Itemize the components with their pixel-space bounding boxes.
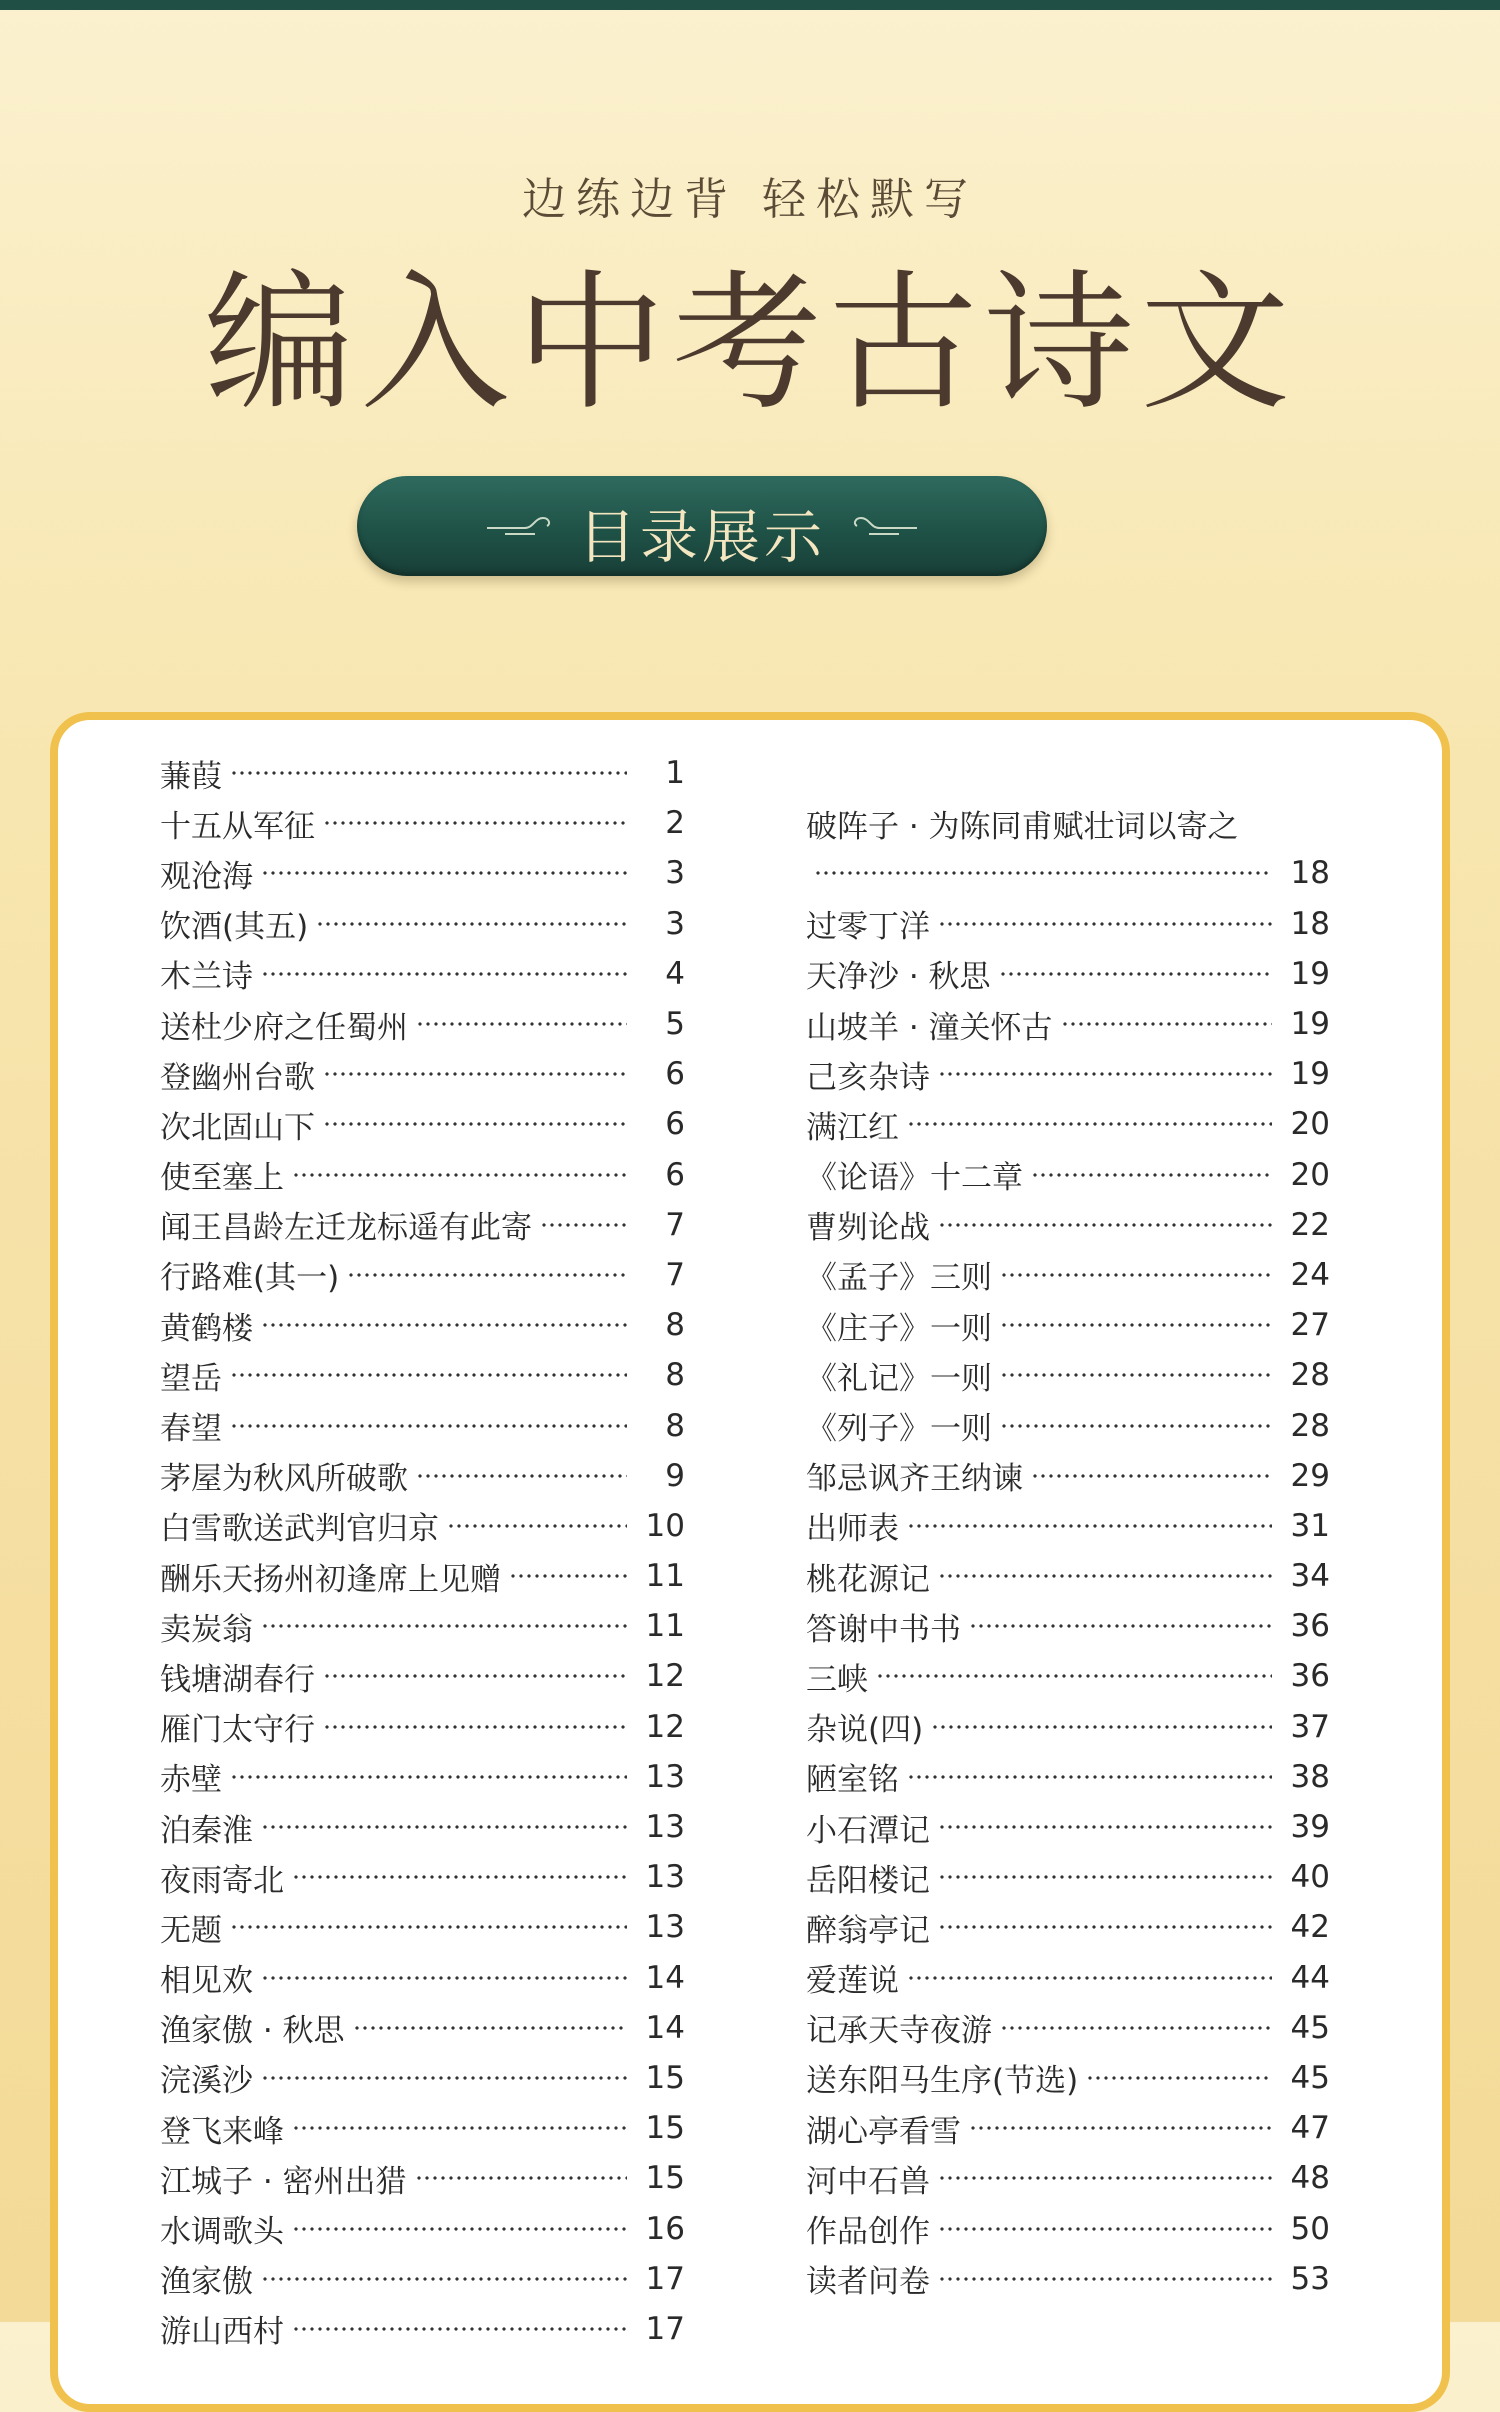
toc-entry[interactable] bbox=[160, 1702, 685, 1752]
toc-entry-page: 31 bbox=[1290, 1507, 1330, 1544]
toc-entry-title: 山坡羊 · 潼关怀古 bbox=[806, 1009, 1053, 1046]
toc-entry-title: 黄鹤楼 bbox=[160, 1310, 253, 1347]
toc-entry[interactable] bbox=[160, 1300, 685, 1350]
toc-entry-title: 《庄子》一则 bbox=[806, 1310, 992, 1347]
toc-entry[interactable] bbox=[160, 1953, 685, 2003]
top-accent-bar bbox=[0, 0, 1500, 10]
toc-entry-page: 14 bbox=[645, 2009, 685, 2046]
toc-entry-title: 《论语》十二章 bbox=[806, 1160, 1023, 1197]
toc-entry-page: 36 bbox=[1290, 1658, 1330, 1695]
toc-entry-title: 江城子 · 密州出猎 bbox=[160, 2163, 407, 2200]
toc-entry-page: 48 bbox=[1290, 2160, 1330, 2197]
leader-dots bbox=[353, 2026, 627, 2030]
toc-entry[interactable] bbox=[806, 1752, 1330, 1802]
leader-dots bbox=[292, 2327, 627, 2331]
toc-entry-page: 36 bbox=[1290, 1608, 1330, 1645]
toc-entry-page: 45 bbox=[1290, 2009, 1330, 2046]
toc-entry-page: 13 bbox=[645, 1859, 685, 1896]
toc-entry-page: 12 bbox=[645, 1708, 685, 1745]
toc-entry[interactable] bbox=[160, 949, 685, 999]
toc-entry-title: 次北固山下 bbox=[160, 1109, 315, 1146]
toc-entry[interactable] bbox=[160, 2304, 685, 2354]
toc-entry-page: 53 bbox=[1290, 2260, 1330, 2297]
banner-label: 目录展示 bbox=[577, 503, 826, 571]
toc-entry[interactable] bbox=[160, 1852, 685, 1902]
toc-entry-page: 11 bbox=[645, 1608, 685, 1645]
toc-entry-page: 13 bbox=[645, 1809, 685, 1846]
leader-dots bbox=[814, 871, 1272, 875]
toc-entry[interactable] bbox=[160, 2254, 685, 2304]
leader-dots bbox=[938, 2176, 1272, 2180]
leader-dots bbox=[347, 1273, 627, 1277]
leader-dots bbox=[230, 1424, 627, 1428]
toc-entry-title: 记承天寺夜游 bbox=[806, 2013, 992, 2050]
toc-entry-page: 19 bbox=[1290, 1006, 1330, 1043]
toc-entry-page: 19 bbox=[1290, 955, 1330, 992]
toc-entry[interactable] bbox=[160, 899, 685, 949]
leader-dots bbox=[447, 1524, 627, 1528]
leader-dots bbox=[323, 1674, 627, 1678]
toc-entry-page: 27 bbox=[1290, 1307, 1330, 1344]
toc-entry[interactable] bbox=[806, 2053, 1330, 2103]
toc-entry[interactable] bbox=[160, 1451, 685, 1501]
leader-dots bbox=[907, 1122, 1272, 1126]
toc-entry-title: 饮酒(其五) bbox=[160, 909, 309, 946]
leader-dots bbox=[938, 2227, 1272, 2231]
toc-entry[interactable] bbox=[160, 748, 685, 798]
leader-dots bbox=[292, 1875, 627, 1879]
toc-entry-page: 18 bbox=[1290, 855, 1330, 892]
toc-entry-page: 13 bbox=[645, 1758, 685, 1795]
toc-entry-title: 湖心亭看雪 bbox=[806, 2113, 961, 2150]
leader-dots bbox=[938, 1574, 1272, 1578]
toc-entry[interactable] bbox=[160, 1200, 685, 1250]
toc-entry-page: 10 bbox=[645, 1507, 685, 1544]
toc-entry-page: 29 bbox=[1290, 1457, 1330, 1494]
toc-entry-page: 6 bbox=[665, 1156, 685, 1193]
toc-entry-title: 无题 bbox=[160, 1912, 222, 1949]
leader-dots bbox=[292, 1173, 627, 1177]
toc-entry-page: 7 bbox=[665, 1206, 685, 1243]
right-scroll-ornament-icon bbox=[849, 506, 919, 546]
leader-dots bbox=[1000, 1424, 1272, 1428]
toc-entry-page: 44 bbox=[1290, 1959, 1330, 1996]
leader-dots bbox=[938, 1223, 1272, 1227]
leader-dots bbox=[1061, 1022, 1272, 1026]
toc-entry-title: 河中石兽 bbox=[806, 2163, 930, 2200]
toc-entry[interactable] bbox=[806, 1200, 1330, 1250]
toc-entry-page: 18 bbox=[1290, 905, 1330, 942]
toc-entry-title: 出师表 bbox=[806, 1511, 899, 1548]
toc-entry-page: 8 bbox=[665, 1307, 685, 1344]
toc-entry[interactable] bbox=[806, 848, 1330, 898]
leader-dots bbox=[938, 1825, 1272, 1829]
toc-entry-page: 47 bbox=[1290, 2110, 1330, 2147]
toc-entry[interactable] bbox=[160, 1250, 685, 1300]
toc-entry-title: 登幽州台歌 bbox=[160, 1059, 315, 1096]
toc-entry-title: 夜雨寄北 bbox=[160, 1862, 284, 1899]
toc-entry-page: 42 bbox=[1290, 1909, 1330, 1946]
toc-banner bbox=[357, 476, 1047, 576]
toc-entry-title: 酬乐天扬州初逢席上见赠 bbox=[160, 1561, 501, 1598]
toc-entry-title: 破阵子 · 为陈同甫赋壮词以寄之 bbox=[806, 808, 1239, 845]
toc-entry-title: 小石潭记 bbox=[806, 1812, 930, 1849]
toc-entry[interactable] bbox=[806, 1601, 1330, 1651]
leader-dots bbox=[323, 1072, 627, 1076]
toc-entry-page: 19 bbox=[1290, 1056, 1330, 1093]
leader-dots bbox=[938, 1925, 1272, 1929]
toc-entry-wrapped-title[interactable] bbox=[806, 798, 1330, 848]
toc-entry-title: 《列子》一则 bbox=[806, 1411, 992, 1448]
toc-entry[interactable] bbox=[806, 2153, 1330, 2203]
toc-entry[interactable] bbox=[806, 999, 1330, 1049]
leader-dots bbox=[323, 1122, 627, 1126]
page-title: 编入中考古诗文 bbox=[203, 257, 1296, 431]
toc-entry-title: 杂说(四) bbox=[806, 1712, 924, 1749]
leader-dots bbox=[969, 2126, 1272, 2130]
subtitle: 边练边背 轻松默写 bbox=[522, 174, 978, 225]
toc-entry[interactable] bbox=[806, 1099, 1330, 1149]
toc-entry-title: 读者问卷 bbox=[806, 2264, 930, 2301]
toc-entry-title: 送杜少府之任蜀州 bbox=[160, 1009, 408, 1046]
leader-dots bbox=[261, 1825, 627, 1829]
toc-entry-title: 作品创作 bbox=[806, 2214, 930, 2251]
toc-entry[interactable] bbox=[806, 2103, 1330, 2153]
toc-entry-title: 闻王昌龄左迁龙标遥有此寄 bbox=[160, 1210, 532, 1247]
toc-entry-title: 茅屋为秋风所破歌 bbox=[160, 1461, 408, 1498]
toc-entry-title: 《孟子》三则 bbox=[806, 1260, 992, 1297]
toc-entry-title: 邹忌讽齐王纳谏 bbox=[806, 1461, 1023, 1498]
toc-entry[interactable] bbox=[160, 2053, 685, 2103]
toc-entry-title: 渔家傲 bbox=[160, 2264, 253, 2301]
leader-dots bbox=[261, 1624, 627, 1628]
toc-entry-page: 8 bbox=[665, 1407, 685, 1444]
toc-entry-title: 岳阳楼记 bbox=[806, 1862, 930, 1899]
toc-entry-page: 24 bbox=[1290, 1256, 1330, 1293]
toc-entry[interactable] bbox=[806, 899, 1330, 949]
leader-dots bbox=[261, 1976, 627, 1980]
leader-dots bbox=[1000, 2026, 1272, 2030]
toc-entry-page: 1 bbox=[665, 755, 685, 792]
toc-entry-title: 《礼记》一则 bbox=[806, 1360, 992, 1397]
toc-entry[interactable] bbox=[806, 1551, 1330, 1601]
toc-entry[interactable] bbox=[806, 949, 1330, 999]
leader-dots bbox=[907, 1775, 1272, 1779]
toc-entry[interactable] bbox=[160, 1099, 685, 1149]
leader-dots bbox=[292, 2227, 627, 2231]
leader-dots bbox=[323, 821, 627, 825]
toc-entry[interactable] bbox=[160, 1601, 685, 1651]
toc-entry-title: 己亥杂诗 bbox=[806, 1059, 930, 1096]
toc-entry-page: 15 bbox=[645, 2110, 685, 2147]
toc-entry-title: 春望 bbox=[160, 1411, 222, 1448]
leader-dots bbox=[261, 2277, 627, 2281]
toc-entry[interactable] bbox=[160, 1651, 685, 1701]
toc-entry[interactable] bbox=[160, 848, 685, 898]
toc-entry[interactable] bbox=[160, 1150, 685, 1200]
toc-entry-page: 38 bbox=[1290, 1758, 1330, 1795]
leader-dots bbox=[938, 922, 1272, 926]
toc-entry[interactable] bbox=[160, 2103, 685, 2153]
toc-entry-page: 15 bbox=[645, 2059, 685, 2096]
leader-dots bbox=[938, 1072, 1272, 1076]
leader-dots bbox=[540, 1223, 627, 1227]
toc-entry-title: 过零丁洋 bbox=[806, 909, 930, 946]
toc-entry-title: 桃花源记 bbox=[806, 1561, 930, 1598]
leader-dots bbox=[1086, 2076, 1272, 2080]
toc-entry[interactable] bbox=[160, 1752, 685, 1802]
toc-left-column bbox=[160, 748, 685, 2354]
toc-entry[interactable] bbox=[160, 1551, 685, 1601]
leader-dots bbox=[261, 2076, 627, 2080]
toc-entry-title: 钱塘湖春行 bbox=[160, 1661, 315, 1698]
leader-dots bbox=[416, 1474, 627, 1478]
toc-entry[interactable] bbox=[806, 2003, 1330, 2053]
toc-entry-page: 22 bbox=[1290, 1206, 1330, 1243]
toc-entry-title: 十五从军征 bbox=[160, 808, 315, 845]
toc-entry-page: 28 bbox=[1290, 1357, 1330, 1394]
leader-dots bbox=[1000, 1323, 1272, 1327]
toc-entry-page: 16 bbox=[645, 2210, 685, 2247]
leader-dots bbox=[509, 1574, 627, 1578]
toc-entry-page: 9 bbox=[665, 1457, 685, 1494]
toc-entry-title: 赤壁 bbox=[160, 1762, 222, 1799]
leader-dots bbox=[1031, 1474, 1272, 1478]
leader-dots bbox=[230, 1925, 627, 1929]
toc-entry-title: 水调歌头 bbox=[160, 2214, 284, 2251]
toc-entry-title: 天净沙 · 秋思 bbox=[806, 959, 991, 996]
toc-entry[interactable] bbox=[160, 1902, 685, 1952]
toc-entry-page: 11 bbox=[645, 1558, 685, 1595]
toc-entry[interactable] bbox=[806, 1300, 1330, 1350]
toc-entry[interactable] bbox=[160, 1501, 685, 1551]
toc-entry[interactable] bbox=[806, 1400, 1330, 1450]
toc-entry-page: 3 bbox=[665, 855, 685, 892]
toc-entry[interactable] bbox=[806, 1852, 1330, 1902]
toc-entry[interactable] bbox=[160, 2153, 685, 2203]
toc-entry-page: 28 bbox=[1290, 1407, 1330, 1444]
toc-entry[interactable] bbox=[806, 1250, 1330, 1300]
toc-entry-page: 12 bbox=[645, 1658, 685, 1695]
toc-entry-page: 6 bbox=[665, 1056, 685, 1093]
toc-entry-title: 蒹葭 bbox=[160, 758, 222, 795]
toc-entry[interactable] bbox=[806, 1953, 1330, 2003]
leader-dots bbox=[907, 1976, 1272, 1980]
toc-entry-title: 曹刿论战 bbox=[806, 1210, 930, 1247]
toc-entry[interactable] bbox=[160, 999, 685, 1049]
toc-entry-title: 泊秦淮 bbox=[160, 1812, 253, 1849]
toc-entry-title: 送东阳马生序(节选) bbox=[806, 2063, 1079, 2100]
leader-dots bbox=[292, 2126, 627, 2130]
toc-entry-page: 20 bbox=[1290, 1106, 1330, 1143]
toc-entry-title: 白雪歌送武判官归京 bbox=[160, 1511, 439, 1548]
toc-entry-title: 木兰诗 bbox=[160, 959, 253, 996]
toc-entry-page: 4 bbox=[665, 955, 685, 992]
leader-dots bbox=[415, 2176, 627, 2180]
toc-entry[interactable] bbox=[806, 2203, 1330, 2253]
toc-entry-page: 17 bbox=[645, 2260, 685, 2297]
toc-entry-page: 40 bbox=[1290, 1859, 1330, 1896]
toc-entry[interactable] bbox=[806, 1451, 1330, 1501]
leader-dots bbox=[938, 1875, 1272, 1879]
toc-entry-title: 行路难(其一) bbox=[160, 1260, 340, 1297]
leader-dots bbox=[1031, 1173, 1272, 1177]
leader-dots bbox=[969, 1624, 1272, 1628]
leader-dots bbox=[416, 1022, 627, 1026]
toc-entry-title: 相见欢 bbox=[160, 1963, 253, 2000]
toc-entry-page: 50 bbox=[1290, 2210, 1330, 2247]
toc-entry-page: 13 bbox=[645, 1909, 685, 1946]
toc-entry-title: 登飞来峰 bbox=[160, 2113, 284, 2150]
toc-entry-page: 2 bbox=[665, 805, 685, 842]
toc-entry-title: 三峡 bbox=[806, 1661, 868, 1698]
toc-entry-page: 15 bbox=[645, 2160, 685, 2197]
toc-entry-page: 34 bbox=[1290, 1558, 1330, 1595]
leader-dots bbox=[938, 2277, 1272, 2281]
toc-entry-page: 6 bbox=[665, 1106, 685, 1143]
toc-entry-title: 满江红 bbox=[806, 1109, 899, 1146]
toc-entry-page: 39 bbox=[1290, 1809, 1330, 1846]
toc-entry-title: 爱莲说 bbox=[806, 1963, 899, 2000]
toc-entry[interactable] bbox=[806, 1651, 1330, 1701]
leader-dots bbox=[261, 871, 627, 875]
toc-entry[interactable] bbox=[160, 1350, 685, 1400]
leader-dots bbox=[931, 1725, 1272, 1729]
toc-entry-title: 游山西村 bbox=[160, 2314, 284, 2351]
toc-entry-title: 陋室铭 bbox=[806, 1762, 899, 1799]
leader-dots bbox=[323, 1725, 627, 1729]
toc-entry[interactable] bbox=[806, 1049, 1330, 1099]
toc-entry[interactable] bbox=[806, 1802, 1330, 1852]
toc-entry[interactable] bbox=[806, 1702, 1330, 1752]
toc-entry-page: 20 bbox=[1290, 1156, 1330, 1193]
toc-entry-page: 8 bbox=[665, 1357, 685, 1394]
toc-entry[interactable] bbox=[806, 1902, 1330, 1952]
toc-entry-title: 观沧海 bbox=[160, 858, 253, 895]
leader-dots bbox=[230, 1373, 627, 1377]
leader-dots bbox=[999, 972, 1272, 976]
leader-dots bbox=[1000, 1273, 1272, 1277]
leader-dots bbox=[261, 972, 627, 976]
toc-entry-page: 7 bbox=[665, 1256, 685, 1293]
toc-entry-page: 3 bbox=[665, 905, 685, 942]
leader-dots bbox=[1000, 1373, 1272, 1377]
leader-dots bbox=[261, 1323, 627, 1327]
toc-entry-title: 渔家傲 · 秋思 bbox=[160, 2013, 345, 2050]
toc-entry-title: 浣溪沙 bbox=[160, 2063, 253, 2100]
toc-entry-page: 37 bbox=[1290, 1708, 1330, 1745]
leader-dots bbox=[230, 1775, 627, 1779]
toc-entry-page: 45 bbox=[1290, 2059, 1330, 2096]
toc-entry[interactable] bbox=[806, 1350, 1330, 1400]
toc-entry-title: 答谢中书书 bbox=[806, 1611, 961, 1648]
toc-entry[interactable] bbox=[806, 2254, 1330, 2304]
toc-entry-page: 5 bbox=[665, 1006, 685, 1043]
toc-entry[interactable] bbox=[806, 1501, 1330, 1551]
toc-right-column bbox=[806, 748, 1330, 2304]
toc-entry[interactable] bbox=[160, 798, 685, 848]
toc-entry[interactable] bbox=[160, 2003, 685, 2053]
toc-entry-title: 使至塞上 bbox=[160, 1160, 284, 1197]
leader-dots bbox=[230, 771, 627, 775]
leader-dots bbox=[876, 1674, 1272, 1678]
toc-entry[interactable] bbox=[806, 1150, 1330, 1200]
toc-entry[interactable] bbox=[160, 1049, 685, 1099]
toc-entry-page: 14 bbox=[645, 1959, 685, 1996]
toc-entry-title: 卖炭翁 bbox=[160, 1611, 253, 1648]
toc-entry-title: 醉翁亭记 bbox=[806, 1912, 930, 1949]
toc-entry-page: 17 bbox=[645, 2310, 685, 2347]
toc-entry-title: 望岳 bbox=[160, 1360, 222, 1397]
toc-entry[interactable] bbox=[160, 2203, 685, 2253]
toc-entry-title: 雁门太守行 bbox=[160, 1712, 315, 1749]
toc-entry[interactable] bbox=[160, 1400, 685, 1450]
leader-dots bbox=[316, 922, 627, 926]
toc-entry[interactable] bbox=[160, 1802, 685, 1852]
leader-dots bbox=[907, 1524, 1272, 1528]
